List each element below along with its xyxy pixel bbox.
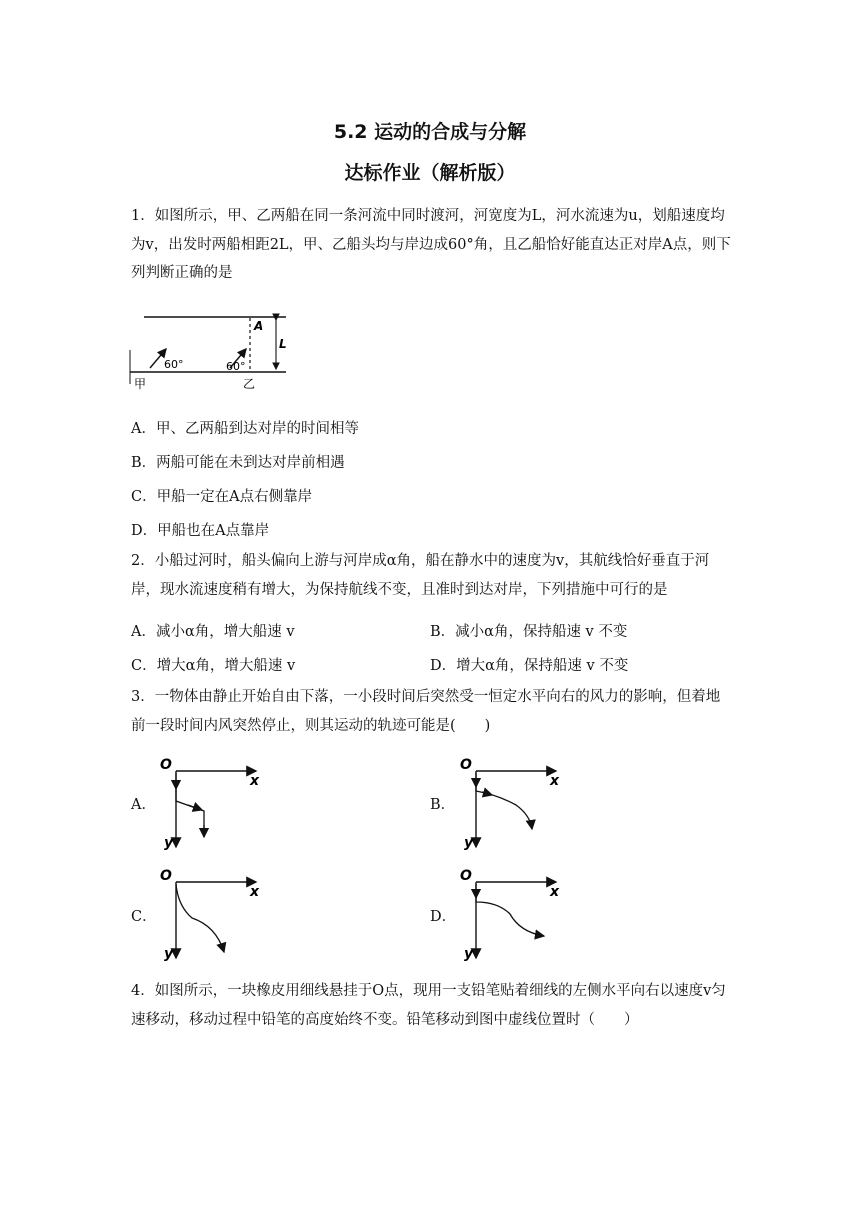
trajectory-graph-a xyxy=(158,755,268,855)
trajectory-path xyxy=(476,884,544,936)
svg-text:y: y xyxy=(464,835,474,851)
svg-text:x: x xyxy=(550,773,560,789)
trajectory-graph-d xyxy=(458,866,568,966)
question-2-text: 2．小船过河时，船头偏向上游与河岸成α角，船在静水中的速度为v，其航线恰好垂直于河岸，现水流速度稍有增大，为保持航线不变，且准时到达对岸，下列措施中可行的是 xyxy=(131,553,710,598)
q1-option-a: A．甲、乙两船到达对岸的时间相等 xyxy=(131,421,359,437)
svg-text:x: x xyxy=(250,773,260,789)
river-crossing-figure xyxy=(128,310,298,392)
trajectory-path xyxy=(176,884,224,952)
svg-text:O: O xyxy=(460,757,472,773)
q3-option-b-label: B． xyxy=(430,797,456,813)
q1-option-d: D．甲船也在A点靠岸 xyxy=(131,523,270,539)
svg-text:x: x xyxy=(250,884,260,900)
page-subtitle: 达标作业（解析版） xyxy=(344,162,516,184)
q3-option-a-label: A． xyxy=(131,797,156,813)
svg-text:y: y xyxy=(464,946,474,962)
boat2-label: 乙 xyxy=(243,377,256,391)
angle1-label: 60° xyxy=(164,358,184,371)
question-3-text: 3．一物体由静止开始自由下落，一小段时间后突然受一恒定水平向右的风力的影响，但着地前一段时间内风突然停止，则其运动的轨迹可能是( ) xyxy=(131,689,721,734)
q3-option-c-label: C． xyxy=(131,909,157,925)
svg-text:y: y xyxy=(164,946,174,962)
q2-option-c: C．增大α角，增大船速 v xyxy=(131,658,296,674)
svg-text:O: O xyxy=(160,757,172,773)
q2-option-d: D．增大α角，保持船速 v 不变 xyxy=(430,658,629,674)
q1-option-b: B．两船可能在未到达对岸前相遇 xyxy=(131,455,345,471)
trajectory-graph-b xyxy=(458,755,568,855)
boat1-label: 甲 xyxy=(134,377,147,391)
angle2-label: 60° xyxy=(226,360,246,373)
svg-text:y: y xyxy=(164,835,174,851)
q2-option-b: B．减小α角，保持船速 v 不变 xyxy=(430,624,628,640)
page-title: 5.2 运动的合成与分解 xyxy=(333,121,527,143)
question-4-text: 4．如图所示，一块橡皮用细线悬挂于O点，现用一支铅笔贴着细线的左侧水平向右以速度v匀速移动，移动过程中铅笔的高度始终不变。铅笔移动到图中虚线位置时（ ） xyxy=(131,983,726,1028)
width-l-label: L xyxy=(279,337,287,351)
question-1-text: 1．如图所示，甲、乙两船在同一条河流中同时渡河，河宽度为L，河水流速为u，划船速度均为v，出发时两船相距2L，甲、乙船头均与岸边成60°角，且乙船恰好能直达正对岸A点，则下列判断正确的是 xyxy=(131,208,731,281)
trajectory-graph-c xyxy=(158,866,268,966)
q2-option-a: A．减小α角，增大船速 v xyxy=(131,624,295,640)
q1-option-c: C．甲船一定在A点右侧靠岸 xyxy=(131,489,313,505)
svg-text:O: O xyxy=(160,868,172,884)
svg-text:O: O xyxy=(460,868,472,884)
point-a-label: A xyxy=(254,319,264,333)
trajectory-path xyxy=(176,773,204,837)
trajectory-path xyxy=(476,773,532,829)
svg-text:x: x xyxy=(550,884,560,900)
q3-option-d-label: D． xyxy=(430,909,457,925)
